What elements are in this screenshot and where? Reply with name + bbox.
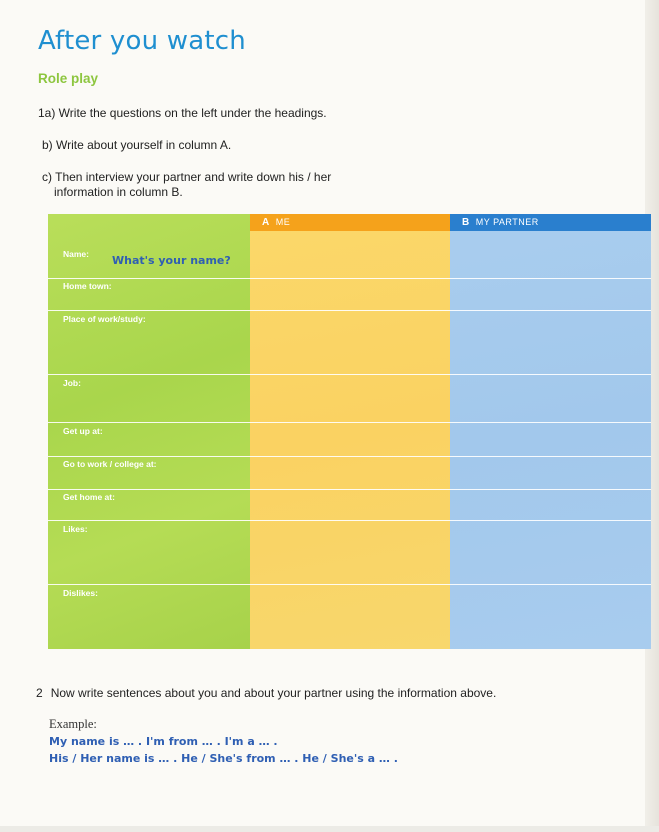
example-line-1: My name is … . I'm from … . I'm a … . (49, 735, 278, 748)
instruction-1c-line2: information in column B. (54, 185, 183, 199)
row-divider (48, 584, 651, 585)
question-2-number: 2 (36, 686, 43, 700)
row-divider (48, 489, 651, 490)
example-question-handwritten: What's your name? (112, 254, 231, 267)
row-divider (48, 456, 651, 457)
row-divider (48, 422, 651, 423)
column-b-header (450, 214, 651, 231)
row-label-home-town: Home town: (63, 281, 112, 291)
column-a-title: ME (275, 217, 291, 227)
page-title: After you watch (38, 26, 246, 56)
column-a-letter: A (262, 217, 270, 228)
example-line-2: His / Her name is … . He / She's from … . He / She's a … . (49, 752, 398, 765)
column-a-header (250, 214, 450, 231)
row-divider (48, 278, 651, 279)
example-label: Example: (49, 717, 97, 731)
column-b-title: MY PARTNER (475, 217, 539, 227)
role-play-table (48, 214, 651, 649)
instruction-1b: b) Write about yourself in column A. (42, 138, 232, 152)
row-label-get-home: Get home at: (63, 492, 115, 502)
instruction-1a: 1a) Write the questions on the left under the headings. (38, 106, 327, 120)
instruction-1c (42, 170, 332, 200)
row-label-name: Name: (63, 249, 89, 259)
row-label-go-to-work: Go to work / college at: (63, 459, 157, 469)
row-label-dislikes: Dislikes: (63, 588, 98, 598)
row-divider (48, 374, 651, 375)
row-label-likes: Likes: (63, 524, 88, 534)
row-label-get-up: Get up at: (63, 426, 103, 436)
question-2-text: Now write sentences about you and about your partner using the information above. (50, 686, 497, 700)
row-label-place-of-work: Place of work/study: (63, 314, 146, 324)
instruction-1c-line1: c) Then interview your partner and write down his / her (42, 170, 332, 184)
row-divider (48, 310, 651, 311)
question-2 (36, 686, 496, 700)
column-b-letter: B (462, 217, 470, 228)
page-edge-bottom (0, 826, 659, 832)
row-label-job: Job: (63, 378, 81, 388)
row-divider (48, 520, 651, 521)
section-subtitle: Role play (38, 71, 99, 86)
